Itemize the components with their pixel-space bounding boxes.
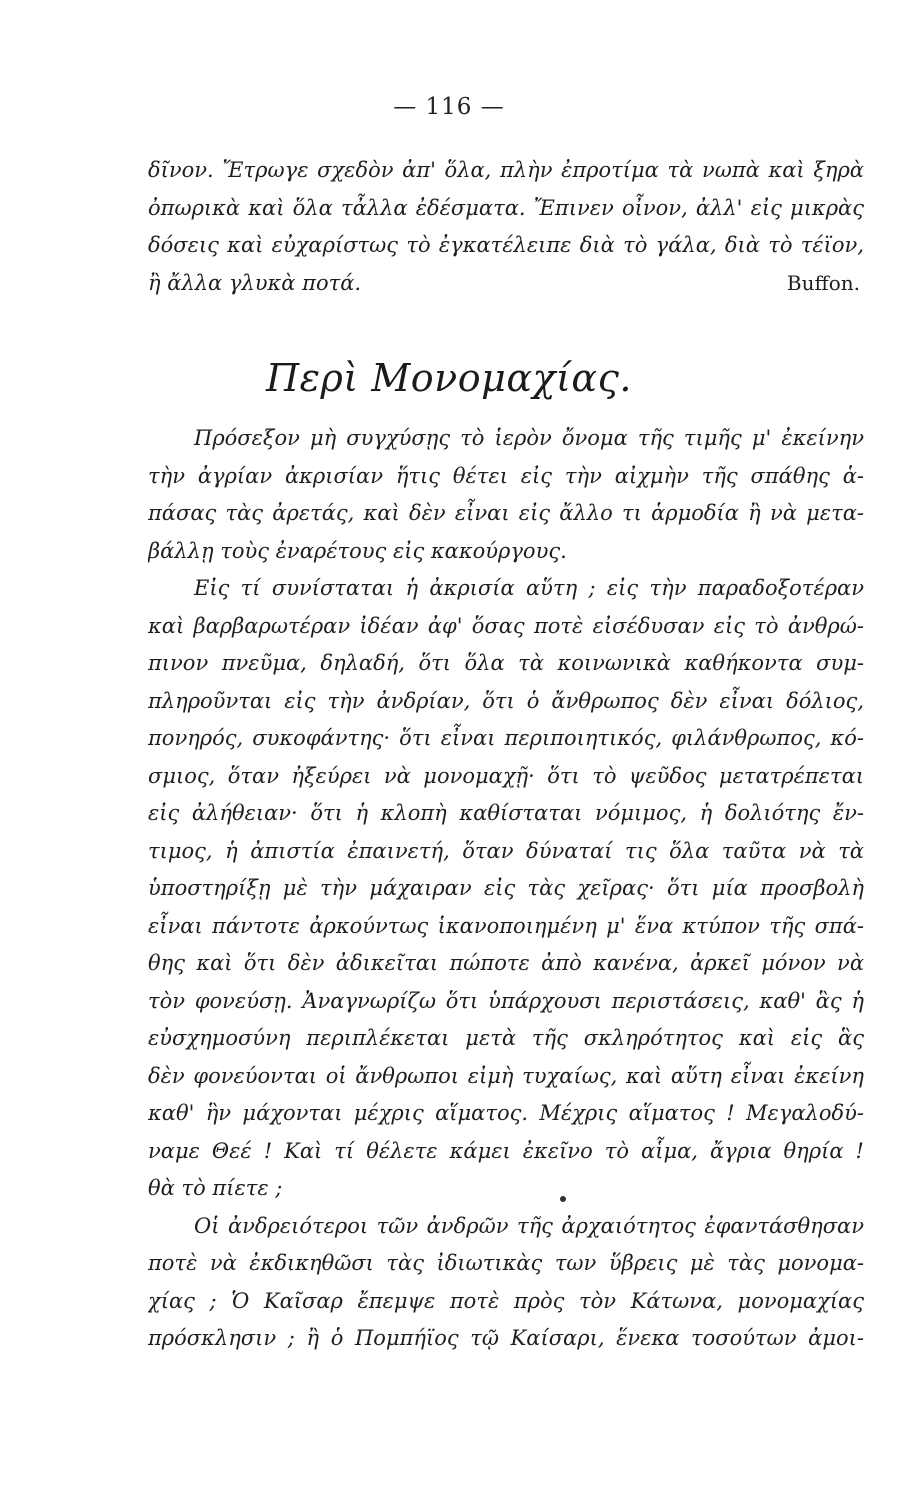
text-line: ναμε Θεέ ! Καὶ τί θέλετε κάμει ἐκεῖνο τὸ αἷμα, ἄγρια θηρία ! bbox=[148, 1138, 864, 1163]
intro-paragraph bbox=[148, 152, 864, 302]
text-line: θης καὶ ὅτι δὲν ἀδικεῖται πώποτε ἀπὸ κανένα, ἀρκεῖ μόνον νὰ bbox=[148, 951, 864, 975]
text-line: τὴν ἀγρίαν ἀκρισίαν ἥτις θέτει εἰς τὴν αἰχμὴν τῆς σπάθης ἁ- bbox=[148, 463, 864, 488]
text-line: ὑποστηρίξῃ μὲ τὴν μάχαιραν εἰς τὰς χεῖρας· ὅτι μία προσβολὴ bbox=[148, 876, 864, 900]
text-line: πάσας τὰς ἀρετάς, καὶ δὲν εἶναι εἰς ἄλλο τι ἁρμοδία ἢ νὰ μετα- bbox=[148, 501, 864, 525]
text-line: βάλλῃ τοὺς ἐναρέτους εἰς κακούργους. bbox=[148, 538, 567, 563]
attribution-line bbox=[148, 265, 864, 303]
text-line: τὸν φονεύσῃ. Ἀναγνωρίζω ὅτι ὑπάρχουσι περιστάσεις, καθ' ἃς ἡ bbox=[148, 988, 864, 1013]
ink-speck bbox=[560, 1196, 566, 1202]
text-line: καθ' ἣν μάχονται μέχρις αἵματος. Μέχρις αἵματος ! Μεγαλοδύ- bbox=[148, 1101, 864, 1125]
text-line: δῖνον. Ἔτρωγε σχεδὸν ἀπ' ὅλα, πλὴν ἐπροτίμα τὰ νωπὰ καὶ ξηρὰ bbox=[148, 158, 864, 182]
text-line: πινον πνεῦμα, δηλαδή, ὅτι ὅλα τὰ κοινωνικὰ καθήκοντα συμ- bbox=[148, 651, 864, 675]
text-line: δόσεις καὶ εὐχαρίστως τὸ ἐγκατέλειπε διὰ τὸ γάλα, διὰ τὸ τέϊον, bbox=[148, 233, 864, 257]
text-line: καὶ βαρβαρωτέραν ἰδέαν ἀφ' ὅσας ποτὲ εἰσέδυσαν εἰς τὸ ἀνθρώ- bbox=[148, 613, 864, 638]
text-line: χίας ; Ὁ Καῖσαρ ἔπεμψε ποτὲ πρὸς τὸν Κάτωνα, μονομαχίας bbox=[148, 1288, 864, 1313]
paragraph bbox=[148, 420, 864, 570]
text-line: πληροῦνται εἰς τὴν ἀνδρίαν, ὅτι ὁ ἄνθρωπος δὲν εἶναι δόλιος, bbox=[148, 688, 864, 713]
author-name: Buffon. bbox=[786, 270, 860, 295]
text-line: σμιος, ὅταν ἠξεύρει νὰ μονομαχῇ· ὅτι τὸ ψεῦδος μετατρέπεται bbox=[148, 763, 864, 788]
paragraph bbox=[148, 570, 864, 1208]
text-line: ἢ ἄλλα γλυκὰ ποτά. bbox=[148, 270, 362, 295]
body-text bbox=[148, 420, 864, 1358]
text-line: τιμος, ἡ ἀπιστία ἐπαινετή, ὅταν δύναταί τις ὅλα ταῦτα νὰ τὰ bbox=[148, 838, 864, 863]
text-line: πρόσκλησιν ; ἢ ὁ Πομπήϊος τῷ Καίσαρι, ἕνεκα τοσούτων ἀμοι- bbox=[148, 1326, 864, 1350]
paragraph bbox=[148, 1208, 864, 1358]
page-number: — 116 — bbox=[393, 94, 505, 120]
text-line: ὀπωρικὰ καὶ ὅλα τἆλλα ἐδέσματα. Ἔπινεν οἶνον, ἀλλ' εἰς μικρὰς bbox=[148, 195, 864, 220]
text-line: εἶναι πάντοτε ἀρκούντως ἱκανοποιημένη μ' ἕνα κτύπον τῆς σπά- bbox=[148, 913, 864, 938]
text-line: δὲν φονεύονται οἱ ἄνθρωποι εἰμὴ τυχαίως, καὶ αὕτη εἶναι ἐκείνη bbox=[148, 1063, 864, 1088]
text-line: Οἱ ἀνδρειότεροι τῶν ἀνδρῶν τῆς ἀρχαιότητος ἐφαντάσθησαν bbox=[194, 1213, 864, 1238]
text-line: πονηρός, συκοφάντης· ὅτι εἶναι περιποιητικός, φιλάνθρωπος, κό- bbox=[148, 726, 864, 750]
text-line: ποτὲ νὰ ἐκδικηθῶσι τὰς ἰδιωτικὰς των ὕβρεις μὲ τὰς μονομα- bbox=[148, 1251, 864, 1275]
section-title: Περὶ Μονομαχίας. bbox=[266, 356, 632, 400]
text-line: Εἰς τί συνίσταται ἡ ἀκρισία αὕτη ; εἰς τὴν παραδοξοτέραν bbox=[194, 576, 864, 600]
text-line: εὐσχημοσύνη περιπλέκεται μετὰ τῆς σκληρότητος καὶ εἰς ἃς bbox=[148, 1026, 864, 1050]
text-line: Πρόσεξον μὴ συγχύσῃς τὸ ἱερὸν ὄνομα τῆς τιμῆς μ' ἐκείνην bbox=[194, 426, 864, 450]
text-line: θὰ τὸ πίετε ; bbox=[148, 1176, 283, 1200]
text-line: εἰς ἀλήθειαν· ὅτι ἡ κλοπὴ καθίσταται νόμιμος, ἡ δολιότης ἔν- bbox=[148, 801, 864, 825]
